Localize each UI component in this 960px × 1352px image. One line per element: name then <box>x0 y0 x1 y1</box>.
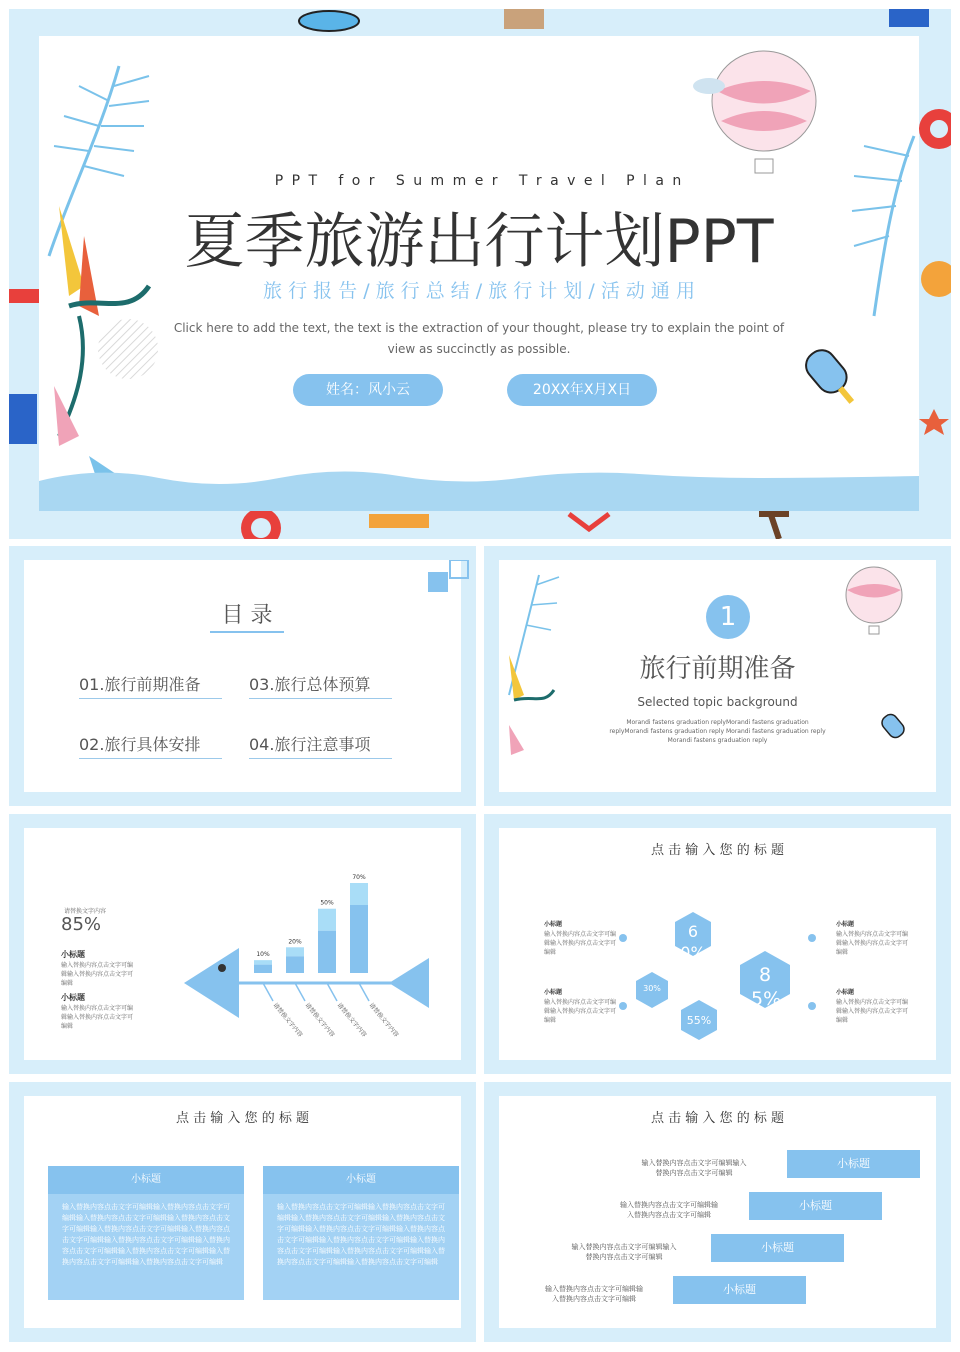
step-2-tag[interactable]: 小标题 <box>749 1192 882 1220</box>
bar-value-label-1: 10% <box>256 951 270 959</box>
fish-tail-icon <box>389 958 429 1008</box>
hex-slide <box>484 814 951 1074</box>
cover-subtitle-en: P P T f o r S u m m e r T r a v e l P l a n <box>274 173 684 189</box>
toc-item-02[interactable]: 02.旅行具体安排 <box>79 732 222 759</box>
date-pill[interactable]: 20XX年X月X日 <box>507 374 657 406</box>
fish-eye-icon <box>218 964 226 972</box>
bar-top-3 <box>318 909 336 931</box>
section-card <box>499 560 936 792</box>
step-1-text-1: 输入替换内容点击文字可编辑输入 <box>641 1159 747 1167</box>
rib-3 <box>327 983 337 1001</box>
step-4-text-1: 输入替换内容点击文字可编辑输 <box>545 1285 643 1293</box>
name-pill[interactable]: 姓名：风小云 <box>293 374 443 406</box>
toc-slide <box>9 546 476 806</box>
bar-category-label-4: 请替换文字内容 <box>367 1001 400 1039</box>
fishbone-text-1: 输入替换内容点击文字可编辑输入替换内容点击文字可编辑 <box>61 962 134 987</box>
toc-card <box>24 560 461 792</box>
hex-block-label-2: 小标题 <box>544 989 563 996</box>
step-3-tag[interactable]: 小标题 <box>711 1234 844 1262</box>
rib-2 <box>295 983 305 1001</box>
big-percent: 85% <box>61 914 102 935</box>
hex-label-85: 85% <box>751 964 782 1010</box>
cards-card <box>24 1096 461 1328</box>
balloon-small-icon <box>829 560 909 650</box>
bar-3 <box>318 931 336 973</box>
text-card-1-head: 小标题 <box>48 1166 244 1194</box>
fishbone-text-2: 输入替换内容点击文字可编辑输入替换内容点击文字可编辑 <box>61 1005 134 1030</box>
text-card-1[interactable] <box>48 1166 244 1300</box>
wave-decoration <box>39 466 919 511</box>
hex-block-text-3: 输入替换内容点击文字可编辑输入替换内容点击文字可编辑 <box>836 931 909 956</box>
text-card-2-body: 输入替换内容点击文字可编辑输入替换内容点击文字可编辑输入替换内容点击文字可编辑输入替换内容点击文字可编辑输入替换内容点击文字可编辑输入替换内容点击文字可编辑输入替换内容点击文字可编辑输入替换内容点击文字可编辑输入替换内容点击文字可编辑输入替换内容点击文字可编辑输入替换内容点击文字可编辑 <box>277 1203 445 1266</box>
text-card-2[interactable] <box>263 1166 459 1300</box>
bar-top-2 <box>286 947 304 956</box>
fishbone-card <box>24 828 461 1060</box>
step-2-text-2: 入替换内容点击文字可编辑 <box>627 1211 711 1219</box>
bar-value-label-2: 20% <box>288 938 302 946</box>
fishbone-label-2: 小标题 <box>61 993 85 1002</box>
hex-block-text-4: 输入替换内容点击文字可编辑输入替换内容点击文字可编辑 <box>836 999 909 1024</box>
step-3-text-1: 输入替换内容点击文字可编辑输入 <box>571 1243 677 1251</box>
cover-title: 夏季旅游出行计划PPT <box>184 207 774 277</box>
text-card-1-body: 输入替换内容点击文字可编辑输入替换内容点击文字可编辑输入替换内容点击文字可编辑输入替换内容点击文字可编辑输入替换内容点击文字可编辑输入替换内容点击文字可编辑输入替换内容点击文字可编辑输入替换内容点击文字可编辑输入替换内容点击文字可编辑输入替换内容点击文字可编辑输入替换内容点击文字可编辑 <box>62 1203 230 1266</box>
step-3-text-2: 替换内容点击文字可编辑 <box>585 1253 663 1261</box>
bar-category-label-2: 请替换文字内容 <box>303 1001 336 1039</box>
section-title: 旅行前期准备 <box>639 654 796 684</box>
cards-slide-title: 点 击 输 入 您 的 标 题 <box>176 1111 309 1126</box>
bar-category-label-1: 请替换文字内容 <box>271 1001 304 1039</box>
chart-caption: 请替换文字内容 <box>64 908 107 915</box>
hex-slide-title: 点 击 输 入 您 的 标 题 <box>651 843 784 858</box>
cover-tagline: 旅 行 报 告 / 旅 行 总 结 / 旅 行 计 划 / 活 动 通 用 <box>263 280 695 302</box>
hex-block-label-4: 小标题 <box>836 989 855 996</box>
steps-slide <box>484 1082 951 1342</box>
step-4-tag[interactable]: 小标题 <box>673 1276 806 1304</box>
hex-label-60: 60% <box>680 922 706 962</box>
toc-item-04[interactable]: 04.旅行注意事项 <box>249 732 392 759</box>
bar-1 <box>254 965 272 973</box>
hex-label-30: 30% <box>643 984 661 993</box>
section-slide <box>484 546 951 806</box>
cover-description-line2: view as succinctly as possible. <box>387 342 571 356</box>
toc-item-03[interactable]: 03.旅行总体预算 <box>249 672 392 699</box>
section-desc-1: Morandi fastens graduation replyMorandi fastens graduation <box>626 719 809 726</box>
cover-description-line1: Click here to add the text, the text is the extraction of your thought, please try to explain the point of <box>173 321 785 335</box>
hex-block-text-1: 输入替换内容点击文字可编辑输入替换内容点击文字可编辑 <box>544 931 617 956</box>
steps-card <box>499 1096 936 1328</box>
step-1-text-2: 替换内容点击文字可编辑 <box>655 1169 733 1177</box>
cards-slide <box>9 1082 476 1342</box>
hex-diagram <box>499 828 936 1060</box>
bar-top-4 <box>350 883 368 905</box>
bar-category-label-3: 请替换文字内容 <box>335 1001 368 1039</box>
section-desc-2: replyMorandi fastens graduation reply Morandi fastens graduation reply <box>609 728 826 735</box>
cover-card <box>39 36 919 511</box>
hex-block-text-2: 输入替换内容点击文字可编辑输入替换内容点击文字可编辑 <box>544 999 617 1024</box>
step-1-tag[interactable]: 小标题 <box>787 1150 920 1178</box>
bar-top-1 <box>254 960 272 965</box>
hot-air-balloon-icon <box>689 41 829 191</box>
rib-1 <box>263 983 273 1001</box>
toc-item-01[interactable]: 01.旅行前期准备 <box>79 672 222 699</box>
fishbone-slide <box>9 814 476 1074</box>
steps-slide-title: 点 击 输 入 您 的 标 题 <box>651 1111 784 1126</box>
hex-block-label-1: 小标题 <box>544 921 563 928</box>
step-4-text-2: 入替换内容点击文字可编辑 <box>552 1295 636 1303</box>
cover-slide <box>9 9 951 539</box>
fish-head-icon <box>184 948 239 1018</box>
hex-card <box>499 828 936 1060</box>
step-2-text-1: 输入替换内容点击文字可编辑输 <box>620 1201 718 1209</box>
fishbone-chart <box>174 853 474 1053</box>
hex-label-55: 55% <box>686 1014 712 1027</box>
section-number-badge: 1 <box>706 595 750 639</box>
hex-block-label-3: 小标题 <box>836 921 855 928</box>
fishbone-label-1: 小标题 <box>61 950 85 959</box>
text-card-2-head: 小标题 <box>263 1166 459 1194</box>
bar-value-label-4: 70% <box>352 874 366 881</box>
rib-4 <box>359 983 369 1001</box>
bar-4 <box>350 905 368 973</box>
section-desc-3: Morandi fastens graduation reply <box>667 737 768 744</box>
square-corner-icon <box>428 560 472 604</box>
bar-2 <box>286 956 304 973</box>
bar-value-label-3: 50% <box>320 899 334 907</box>
section-subtitle: Selected topic background <box>637 695 798 709</box>
toc-title: 目 录 <box>210 598 284 633</box>
